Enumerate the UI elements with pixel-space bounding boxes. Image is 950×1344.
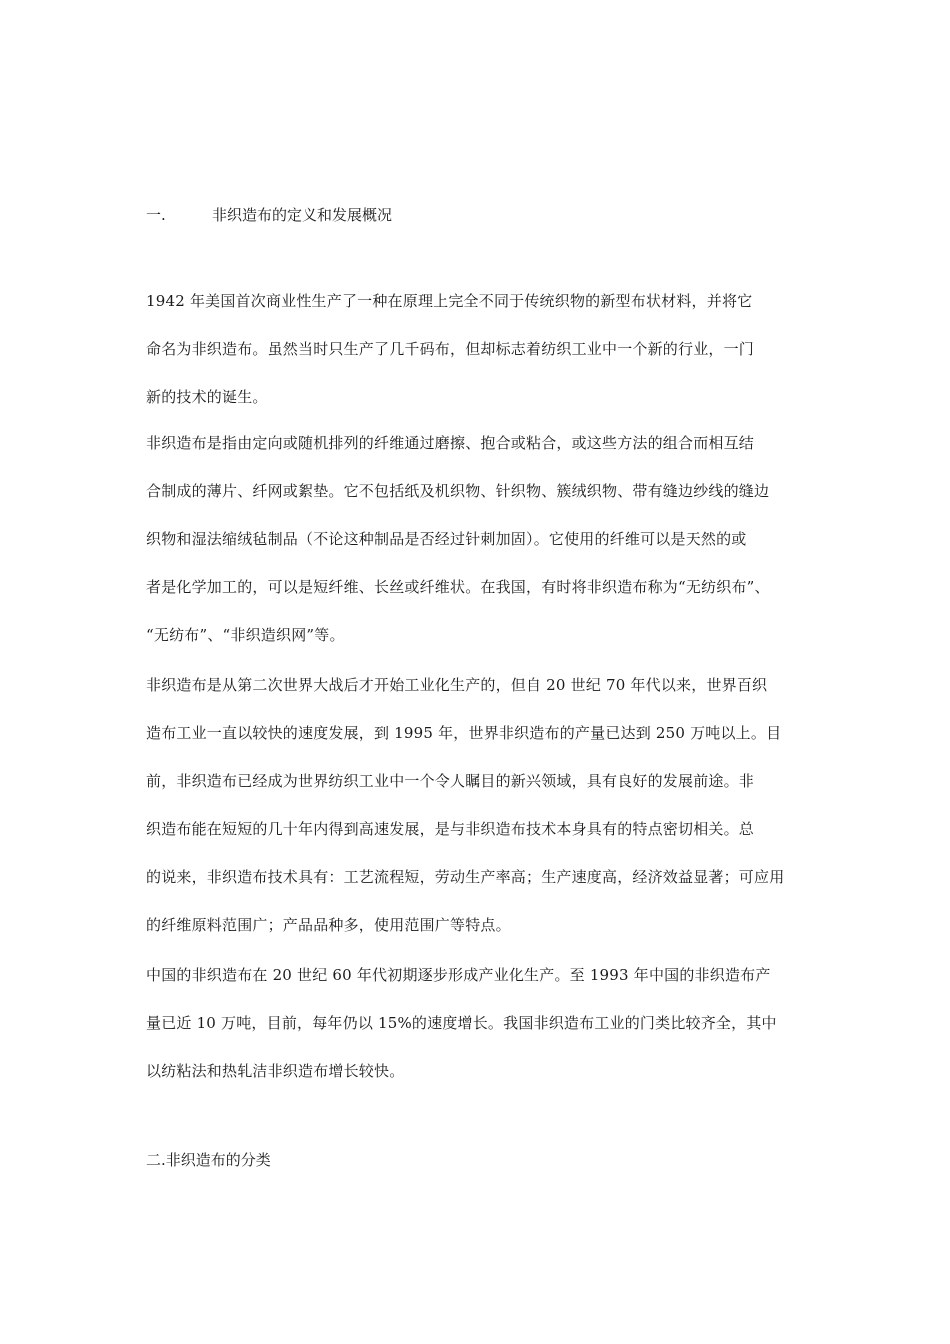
paragraph-line: 合制成的薄片、纤网或絮垫。它不包括纸及机织物、针织物、簇绒织物、带有缝边纱线的缝边 [146,482,770,500]
section-number: 一. [146,206,166,224]
section-heading-1 [146,205,392,225]
paragraph-line: 者是化学加工的，可以是短纤维、长丝或纤维状。在我国，有时将非织造布称为“无纺织布”、 [146,578,770,596]
section-heading-2 [146,1150,271,1170]
paragraph-line: 织造布能在短短的几十年内得到高速发展，是与非织造布技术本身具有的特点密切相关。总 [146,820,755,838]
paragraph-line: 前，非织造布已经成为世界纺织工业中一个令人瞩目的新兴领域，具有良好的发展前途。非 [146,772,755,790]
paragraph-1 [146,290,810,408]
paragraph-line: 以纺粘法和热轧洁非织造布增长较快。 [146,1062,405,1080]
paragraph-line: 中国的非织造布在 20 世纪 60 年代初期逐步形成产业化生产。至 1993 年中国的非织造布产 [146,966,771,984]
paragraph-4 [146,964,810,1082]
paragraph-line: 造布工业一直以较快的速度发展，到 1995 年，世界非织造布的产量已达到 250 万吨以上。目 [146,724,782,742]
paragraph-line: 的说来，非织造布技术具有：工艺流程短，劳动生产率高；生产速度高，经济效益显著；可应用 [146,868,785,886]
paragraph-line: 1942 年美国首次商业性生产了一种在原理上完全不同于传统织物的新型布状材料，并将它 [146,292,753,310]
paragraph-line: 命名为非织造布。虽然当时只生产了几千码布，但却标志着纺织工业中一个新的行业，一门 [146,340,755,358]
paragraph-2 [146,432,810,646]
paragraph-line: 量已近 10 万吨，目前，每年仍以 15%的速度增长。我国非织造布工业的门类比较齐全，其中 [146,1014,777,1032]
section-number: 二. [146,1151,166,1169]
paragraph-line: 织物和湿法缩绒毡制品（不论这种制品是否经过针刺加固）。它使用的纤维可以是天然的或 [146,530,747,548]
paragraph-line: 非织造布是从第二次世界大战后才开始工业化生产的，但自 20 世纪 70 年代以来，世界百织 [146,676,768,694]
paragraph-line: 的纤维原料范围广；产品品种多，使用范围广等特点。 [146,916,511,934]
paragraph-3 [146,674,810,936]
paragraph-line: 新的技术的诞生。 [146,388,268,406]
section-title: 非织造布的定义和发展概况 [212,206,393,224]
paragraph-line: “无纺布”、“非织造织网”等。 [146,626,345,644]
section-title: 非织造布的分类 [165,1151,271,1169]
paragraph-line: 非织造布是指由定向或随机排列的纤维通过磨擦、抱合或粘合，或这些方法的组合而相互结 [146,434,755,452]
